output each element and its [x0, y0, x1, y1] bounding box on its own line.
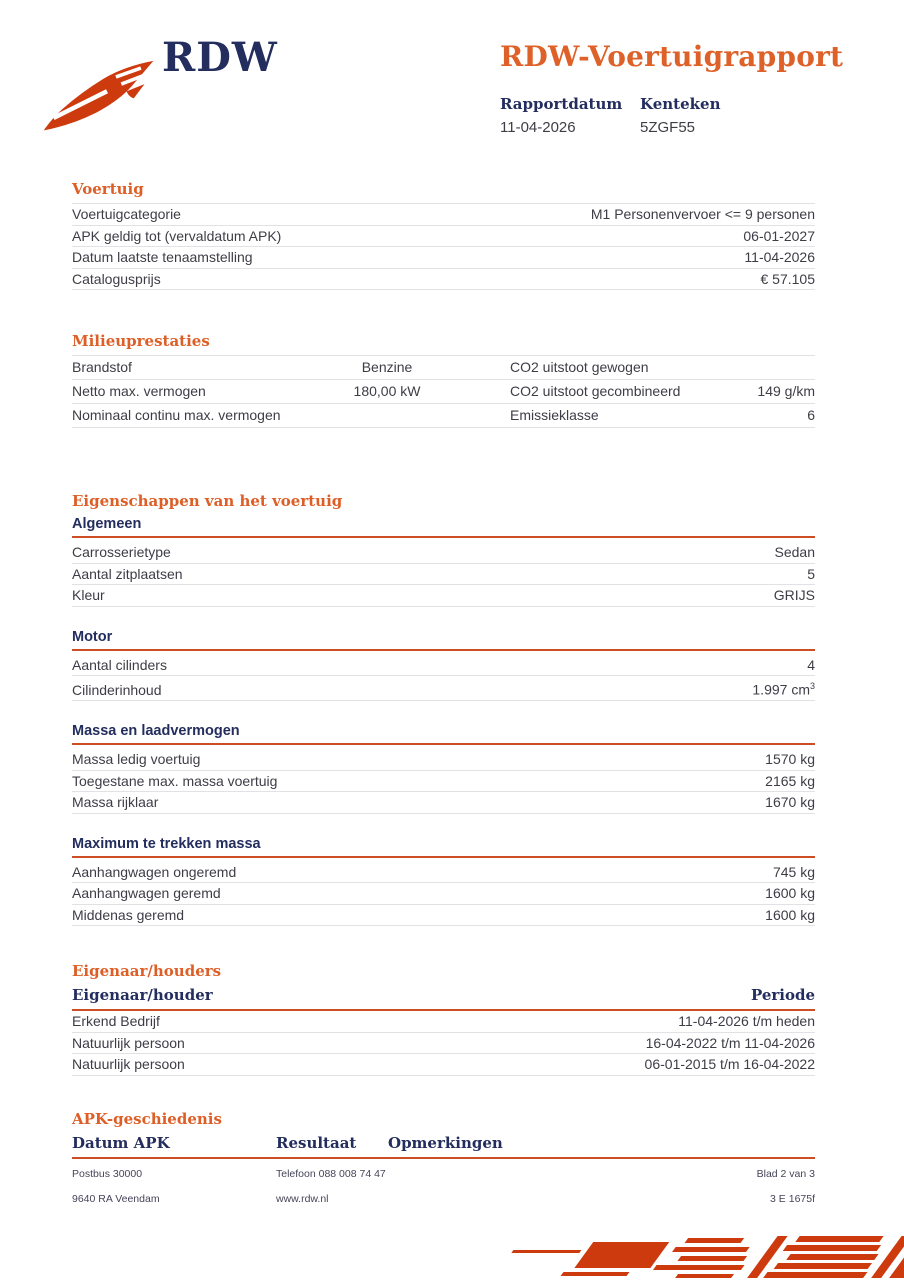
footer-phone: Telefoon 088 008 74 47: [276, 1168, 386, 1180]
section-milieu: [72, 334, 815, 428]
row-value: 06-01-2027: [743, 227, 815, 244]
table-row: [72, 204, 815, 226]
report-date-value: 11-04-2026: [500, 119, 576, 136]
row-label: Carrosserietype: [72, 544, 171, 560]
table-row: [72, 749, 815, 771]
row-value: 745 kg: [772, 863, 815, 880]
report-meta: [500, 95, 830, 136]
table-row: [72, 792, 815, 814]
table-row: [72, 380, 815, 404]
row-value: 11-04-2026: [744, 249, 815, 265]
row-label: Aantal zitplaatsen: [72, 565, 183, 582]
row-label: Aanhangwagen ongeremd: [72, 863, 237, 880]
owner-name: Natuurlijk persoon: [72, 1034, 185, 1051]
row-label: Netto max. vermogen: [72, 383, 206, 399]
footer-address-line1: Postbus 30000: [72, 1168, 143, 1180]
footer-line-2: [72, 1193, 815, 1205]
row-label: Datum laatste tenaamstelling: [72, 249, 253, 265]
row-label: Cilinderinhoud: [72, 681, 162, 698]
column-header-remarks: Opmerkingen: [388, 1133, 503, 1152]
row-label: Massa rijklaar: [72, 794, 159, 811]
section-apk: [72, 1109, 815, 1159]
section-heading-milieu: Milieuprestaties: [72, 332, 210, 350]
table-row: [72, 655, 815, 677]
section-eigenschappen: [72, 494, 815, 926]
row-label: Emissieklasse: [510, 407, 599, 423]
column-header-result: Resultaat: [276, 1133, 357, 1152]
subsection-motor: [72, 629, 815, 702]
subsection-title: Massa en laadvermogen: [72, 723, 815, 745]
row-value: 1670 kg: [765, 794, 815, 811]
table-row: [72, 771, 815, 793]
row-label: Brandstof: [72, 359, 132, 375]
table-row: [72, 1054, 815, 1076]
row-label: Voertuigcategorie: [72, 206, 181, 222]
owners-table: [72, 1011, 815, 1076]
report-content: [72, 182, 815, 1159]
table-row: [72, 883, 815, 905]
subsection-massa: [72, 723, 815, 814]
subsection-algemeen: [72, 516, 815, 607]
row-label: Toegestane max. massa voertuig: [72, 772, 278, 789]
owner-period: 16-04-2022 t/m 11-04-2026: [645, 1034, 815, 1051]
row-label: Kleur: [72, 587, 105, 603]
table-row: [72, 905, 815, 927]
trekken-table: [72, 862, 815, 927]
row-value: 2165 kg: [765, 772, 815, 789]
table-row: [72, 404, 815, 428]
row-value-superscript: 3: [809, 681, 815, 691]
row-label: Aantal cilinders: [72, 656, 167, 673]
license-plate-label: Kenteken: [640, 95, 721, 113]
subsection-title: Maximum te trekken massa: [72, 836, 815, 858]
column-header-period: Periode: [750, 986, 815, 1005]
algemeen-table: [72, 542, 815, 607]
row-value: Sedan: [774, 544, 815, 560]
row-label: CO2 uitstoot gewogen: [510, 359, 649, 375]
row-value-main: 1.997 cm: [752, 681, 810, 698]
table-row: [72, 862, 815, 884]
voertuig-table: [72, 203, 815, 290]
section-heading-eigenschappen: Eigenschappen van het voertuig: [72, 492, 343, 510]
table-row: [72, 226, 815, 248]
table-row: [72, 542, 815, 564]
report-date-label: Rapportdatum: [500, 95, 623, 113]
section-voertuig: [72, 182, 815, 290]
table-row: [72, 356, 815, 380]
table-row: [72, 1011, 815, 1033]
row-label: CO2 uitstoot gecombineerd: [510, 383, 681, 399]
rdw-feather-icon: [40, 52, 158, 134]
table-row: [72, 676, 815, 701]
milieu-table: [72, 355, 815, 428]
owner-name: Erkend Bedrijf: [72, 1013, 160, 1030]
table-row: [72, 585, 815, 607]
column-header-apk-date: Datum APK: [72, 1133, 170, 1152]
table-row: [72, 247, 815, 269]
subsection-title: Algemeen: [72, 516, 815, 538]
license-plate-value: 5ZGF55: [640, 119, 696, 136]
title-block: [500, 40, 844, 136]
footer-address-line2: 9640 RA Veendam: [72, 1193, 160, 1205]
page-footer: [72, 1168, 815, 1205]
row-value: [752, 679, 815, 698]
footer-line-1: [72, 1168, 815, 1180]
row-value: M1 Personenvervoer <= 9 personen: [590, 206, 815, 222]
row-value: 4: [807, 656, 815, 673]
row-value: 6: [807, 407, 815, 423]
section-eigenaren: [72, 964, 815, 1076]
table-row: [72, 1033, 815, 1055]
row-value: € 57.105: [760, 270, 815, 287]
subsection-title: Motor: [72, 629, 815, 651]
owner-name: Natuurlijk persoon: [72, 1056, 185, 1073]
row-label: Aanhangwagen geremd: [72, 885, 221, 902]
subsection-trekken: [72, 836, 815, 927]
speed-stripes-graphic: [480, 1230, 904, 1280]
motor-table: [72, 655, 815, 702]
row-label: Catalogusprijs: [72, 270, 161, 287]
row-value: 5: [807, 565, 815, 582]
table-row: [72, 269, 815, 291]
row-label: APK geldig tot (vervaldatum APK): [72, 227, 282, 244]
page-title: RDW-Voertuigrapport: [500, 40, 844, 73]
column-header-owner: Eigenaar/houder: [72, 986, 213, 1005]
section-heading-voertuig: Voertuig: [72, 180, 144, 198]
rdw-logo-text: RDW: [162, 34, 278, 81]
footer-page-indicator: Blad 2 van 3: [756, 1168, 815, 1180]
massa-table: [72, 749, 815, 814]
row-label: Nominaal continu max. vermogen: [72, 407, 281, 423]
row-label: Massa ledig voertuig: [72, 751, 201, 768]
apk-table-header: [72, 1134, 815, 1159]
row-value: GRIJS: [773, 587, 815, 603]
row-value: Benzine: [361, 359, 413, 375]
section-heading-apk: APK-geschiedenis: [72, 1109, 222, 1128]
row-value: 180,00 kW: [353, 383, 421, 399]
license-plate-block: [640, 95, 780, 136]
footer-form-code: 3 E 1675f: [770, 1193, 815, 1205]
owner-period: 06-01-2015 t/m 16-04-2022: [644, 1056, 815, 1073]
row-value: 1600 kg: [765, 906, 815, 923]
row-value: 1600 kg: [765, 885, 815, 902]
owner-period: 11-04-2026 t/m heden: [678, 1013, 815, 1030]
rdw-logo: [40, 28, 278, 138]
row-value: 1570 kg: [765, 751, 815, 768]
table-row: [72, 564, 815, 586]
owners-table-header: [72, 986, 815, 1011]
section-heading-eigenaren: Eigenaar/houders: [72, 962, 222, 981]
row-value: 149 g/km: [757, 383, 815, 399]
footer-website: www.rdw.nl: [276, 1193, 329, 1205]
row-label: Middenas geremd: [72, 906, 185, 923]
report-date-block: [500, 95, 640, 136]
